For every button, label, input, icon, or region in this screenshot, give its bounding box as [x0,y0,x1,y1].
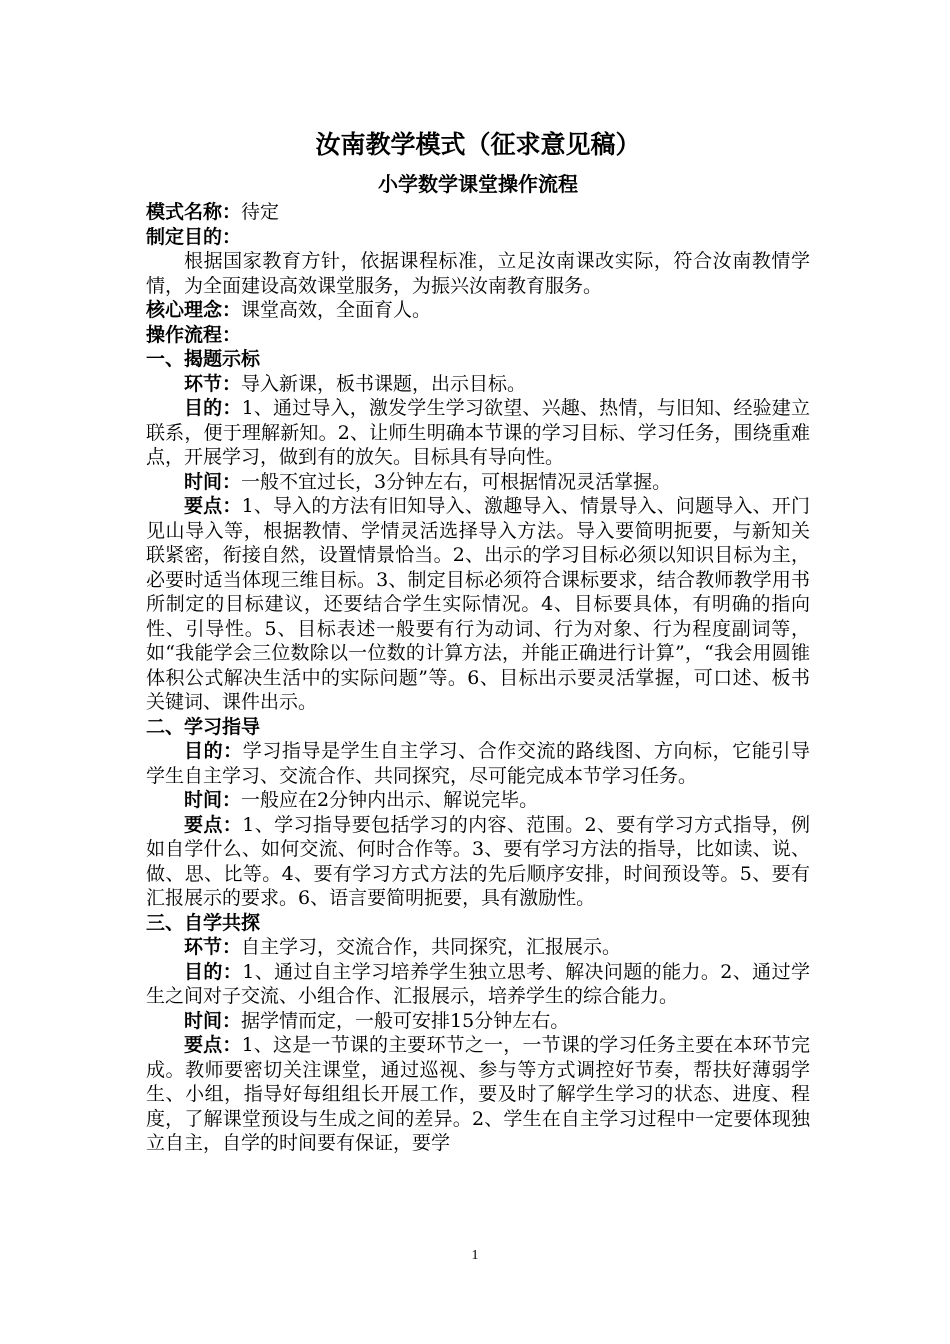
core-label: 核心理念： [146,299,242,321]
section-item [146,935,810,960]
item-text: 一般应在2分钟内出示、解说完毕。 [241,789,539,811]
section-item [146,788,810,813]
item-text: 1、通过自主学习培养学生独立思考、解决问题的能力。2、通过学生之间对子交流、小组合作、汇报展示，培养学生的综合能力。 [146,960,810,1007]
section-item [146,813,810,911]
item-text: 导入新课，板书课题，出示目标。 [241,372,527,395]
item-label: 目的： [184,740,243,762]
section-item [146,739,810,788]
item-label: 目的： [184,960,243,983]
mode-name-label: 模式名称： [146,201,242,223]
page-number: 1 [471,1248,479,1263]
mode-name-value: 待定 [241,201,280,223]
section-heading: 二、学习指导 [146,715,261,738]
item-label: 要点： [184,813,243,836]
purpose-text: 根据国家教育方针，依据课程标准，立足汝南课改实际，符合汝南教情学情，为全面建设高效课堂服务，为振兴汝南教育服务。 [146,250,810,297]
item-text: 1、导入的方法有旧知导入、激趣导入、情景导入、问题导入、开门见山导入等，根据教情、学情灵活选择导入方法。导入要简明扼要，与新知关联紧密，衔接自然，设置情景恰当。2、出示的学习目标必须以知识目标为主，必要时适当体现三维目标。3、制定目标必须符合课标要求，结合教师教学用书所制定的目标建议，还要结合学生实际情况。4、目标要具体，有明确的指向性、引导性。5、目标表述一般要有行为动词、行为对象、行为程度副词等，如“我能学会三位数除以一位数的计算方法，并能正确进行计算”，“我会用圆锥体积公式解决生活中的实际问题”等。6、目标出示要灵活掌握，可口述、板书关键词、课件出示。 [146,495,810,713]
document-page [146,128,810,1156]
item-label: 时间： [184,789,242,811]
document-subtitle: 小学数学课堂操作流程 [378,172,578,196]
item-text: 学习指导是学生自主学习、合作交流的路线图、方向标，它能引导学生自主学习、交流合作、共同探究，尽可能完成本节学习任务。 [146,740,810,787]
item-label: 时间： [184,470,242,493]
item-text: 1、这是一节课的主要环节之一，一节课的学习任务主要在本环节完成。教师要密切关注课堂，通过巡视、参与等方式调控好节奏，帮扶好薄弱学生、小组，指导好每组组长开展工作，要及时了解学生学习的状态、进度、程度，了解课堂预设与生成之间的差异。2、学生在自主学习过程中一定要体现独立自主，自学的时间要有保证，要学 [146,1034,810,1154]
item-text: 自主学习，交流合作，共同探究，汇报展示。 [241,936,622,958]
core-value: 课堂高效，全面育人。 [241,299,432,321]
section-item [146,960,810,1009]
section-item [146,372,810,397]
item-label: 时间： [184,1009,242,1032]
item-label: 环节： [184,372,242,395]
purpose-label: 制定目的： [146,225,242,248]
item-text: 一般不宜过长，3分钟左右，可根据情况灵活掌握。 [241,470,672,493]
item-label: 要点： [184,1034,242,1056]
process-label: 操作流程： [146,323,242,346]
item-label: 要点： [184,495,242,517]
item-text: 1、学习指导要包括学习的内容、范围。2、要有学习方式指导，例如自学什么、如何交流、何时合作等。3、要有学习方法的指导，比如读、说、做、思、比等。4、要有学习方式方法的先后顺序安排，时间预设等。5、要有汇报展示的要求。6、语言要简明扼要，具有激励性。 [146,813,810,909]
section-item [146,1033,810,1156]
core-line [146,298,810,323]
section-heading: 三、自学共探 [146,911,261,934]
section-item [146,396,810,470]
item-text: 据学情而定，一般可安排15分钟左右。 [241,1009,570,1032]
mode-name-line [146,200,810,225]
section-item [146,494,810,715]
section-item [146,1009,810,1034]
section-item [146,470,810,495]
item-label: 环节： [184,936,242,958]
section-heading: 一、揭题示标 [146,348,261,370]
document-title: 汝南教学模式（征求意见稿） [315,130,641,159]
item-label: 目的： [184,397,242,419]
item-text: 1、通过导入，激发学生学习欲望、兴趣、热情，与旧知、经验建立联系，便于理解新知。2、让师生明确本节课的学习目标、学习任务，围绕重难点，开展学习，做到有的放矢。目标具有导向性。 [146,397,810,468]
